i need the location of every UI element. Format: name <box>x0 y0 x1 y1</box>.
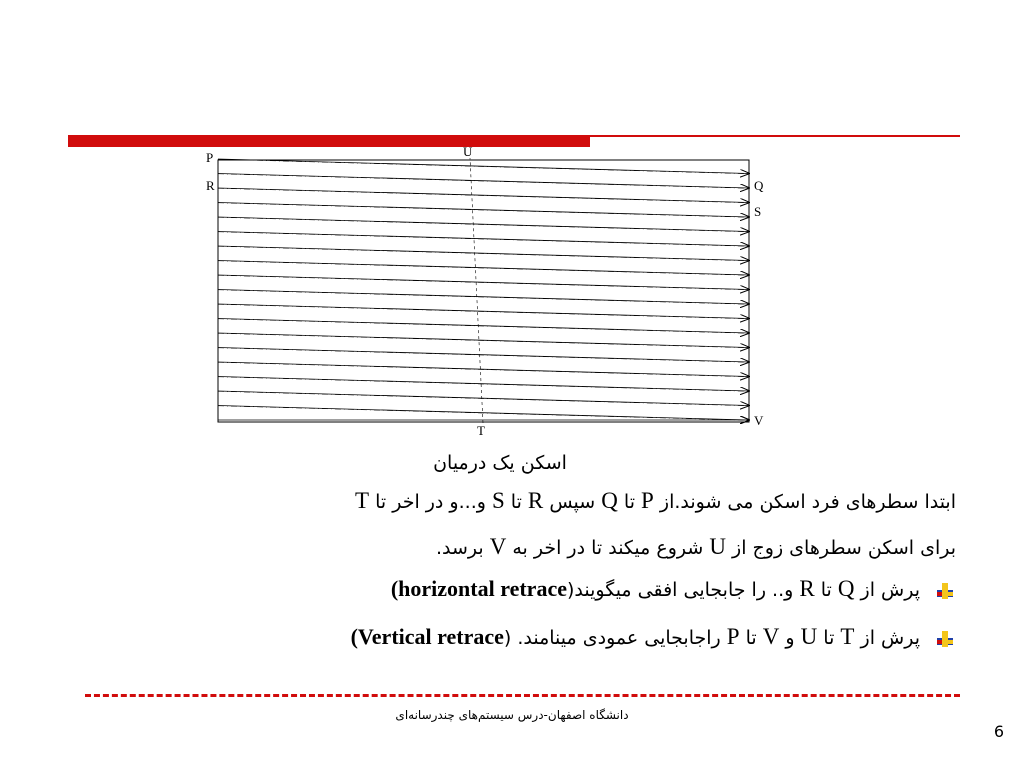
text: و.. را جابجایی افقی میگویند( <box>566 579 794 601</box>
page-number: 6 <box>993 722 1004 741</box>
scan-line <box>218 217 749 232</box>
scan-line-dash <box>218 261 749 276</box>
scan-line <box>218 377 749 392</box>
scan-line-dash <box>218 217 749 232</box>
bullet-horizontal-retrace <box>391 576 956 602</box>
point-r: R <box>527 488 544 513</box>
scan-line <box>218 246 749 261</box>
text: و <box>785 627 795 649</box>
text: تا <box>820 579 832 601</box>
point-v: V <box>762 624 780 649</box>
scan-line <box>218 188 749 203</box>
term-horizontal-retrace: horizontal retrace <box>398 576 567 601</box>
scan-line-dash <box>218 188 749 203</box>
text: پرش از <box>860 579 920 601</box>
diagram-caption: اسکن یک درمیان <box>433 452 567 474</box>
scan-line-dash <box>218 203 749 218</box>
scan-line <box>218 174 749 189</box>
point-u: U <box>709 534 726 559</box>
scan-line-dash <box>218 174 749 189</box>
scan-line <box>218 159 749 174</box>
text: و...و در اخر تا <box>375 491 486 513</box>
scan-line-dash <box>218 232 749 247</box>
scan-line <box>218 348 749 363</box>
scan-line <box>218 203 749 218</box>
scan-line-dash <box>218 304 749 319</box>
point-v: V <box>489 534 507 559</box>
footer-text: دانشگاه اصفهان-درس سیستم‌های چندرسانه‌ای <box>395 708 629 722</box>
scan-line-dash <box>218 377 749 392</box>
label-s: S <box>754 204 762 219</box>
screen-frame <box>218 160 749 422</box>
point-p: P <box>726 624 740 649</box>
text: برسد. <box>435 537 484 559</box>
text: برای اسکن سطرهای زوج از <box>732 537 956 559</box>
footer-divider <box>85 694 960 697</box>
scan-line-dash <box>218 362 749 377</box>
label-v: V <box>754 413 764 428</box>
scan-line <box>218 304 749 319</box>
label-r: R <box>206 178 215 193</box>
scan-line-dash <box>218 290 749 305</box>
label-q: Q <box>754 178 764 193</box>
term-vertical-retrace: Vertical retrace <box>357 624 504 649</box>
scan-line-dash <box>218 333 749 348</box>
point-t: T <box>354 488 370 513</box>
text: ) <box>390 576 399 601</box>
text: ) <box>350 624 358 649</box>
point-q: Q <box>601 488 618 513</box>
paragraph-even-lines <box>436 534 956 560</box>
scan-line-dash <box>218 319 749 334</box>
text: تا <box>623 491 635 513</box>
scan-line <box>218 261 749 276</box>
scan-line <box>218 333 749 348</box>
point-q: Q <box>837 576 855 601</box>
text: تا <box>510 491 522 513</box>
scan-line-dash <box>218 246 749 260</box>
point-p: P <box>641 488 654 513</box>
scan-line-dash <box>218 159 749 174</box>
scan-line-dash <box>218 406 749 421</box>
label-p: P <box>206 150 214 165</box>
scan-line <box>218 362 749 377</box>
flag-bullet-icon <box>934 629 956 649</box>
interlaced-scan-diagram <box>200 144 780 444</box>
scan-line-dash <box>218 348 749 363</box>
bullet-vertical-retrace <box>351 624 956 650</box>
text: ابتدا سطرهای فرد اسکن می شوند.از <box>659 491 956 513</box>
text: پرش از <box>860 627 920 649</box>
text: تا <box>745 627 757 649</box>
text: سپس <box>549 491 596 513</box>
point-u: U <box>800 624 818 649</box>
scan-line-dash <box>218 275 749 290</box>
scan-line <box>218 232 749 247</box>
text: شروع میکند تا در اخر به <box>512 537 704 559</box>
point-t: T <box>840 624 855 649</box>
title-rule-thin <box>590 135 960 137</box>
point-r: R <box>799 576 815 601</box>
label-u: U <box>463 144 473 159</box>
scan-line <box>218 290 749 305</box>
point-s: S <box>491 488 505 513</box>
scan-line-dash <box>218 391 749 406</box>
paragraph-odd-lines <box>355 488 956 514</box>
text: تا <box>823 627 835 649</box>
scan-line <box>218 391 749 406</box>
label-t: T <box>477 423 485 438</box>
flag-bullet-icon <box>934 581 956 601</box>
scan-line <box>218 319 749 334</box>
scan-line <box>218 406 749 421</box>
text: راجابجایی عمودی مینامند. ( <box>503 627 721 649</box>
scan-line <box>218 275 749 290</box>
